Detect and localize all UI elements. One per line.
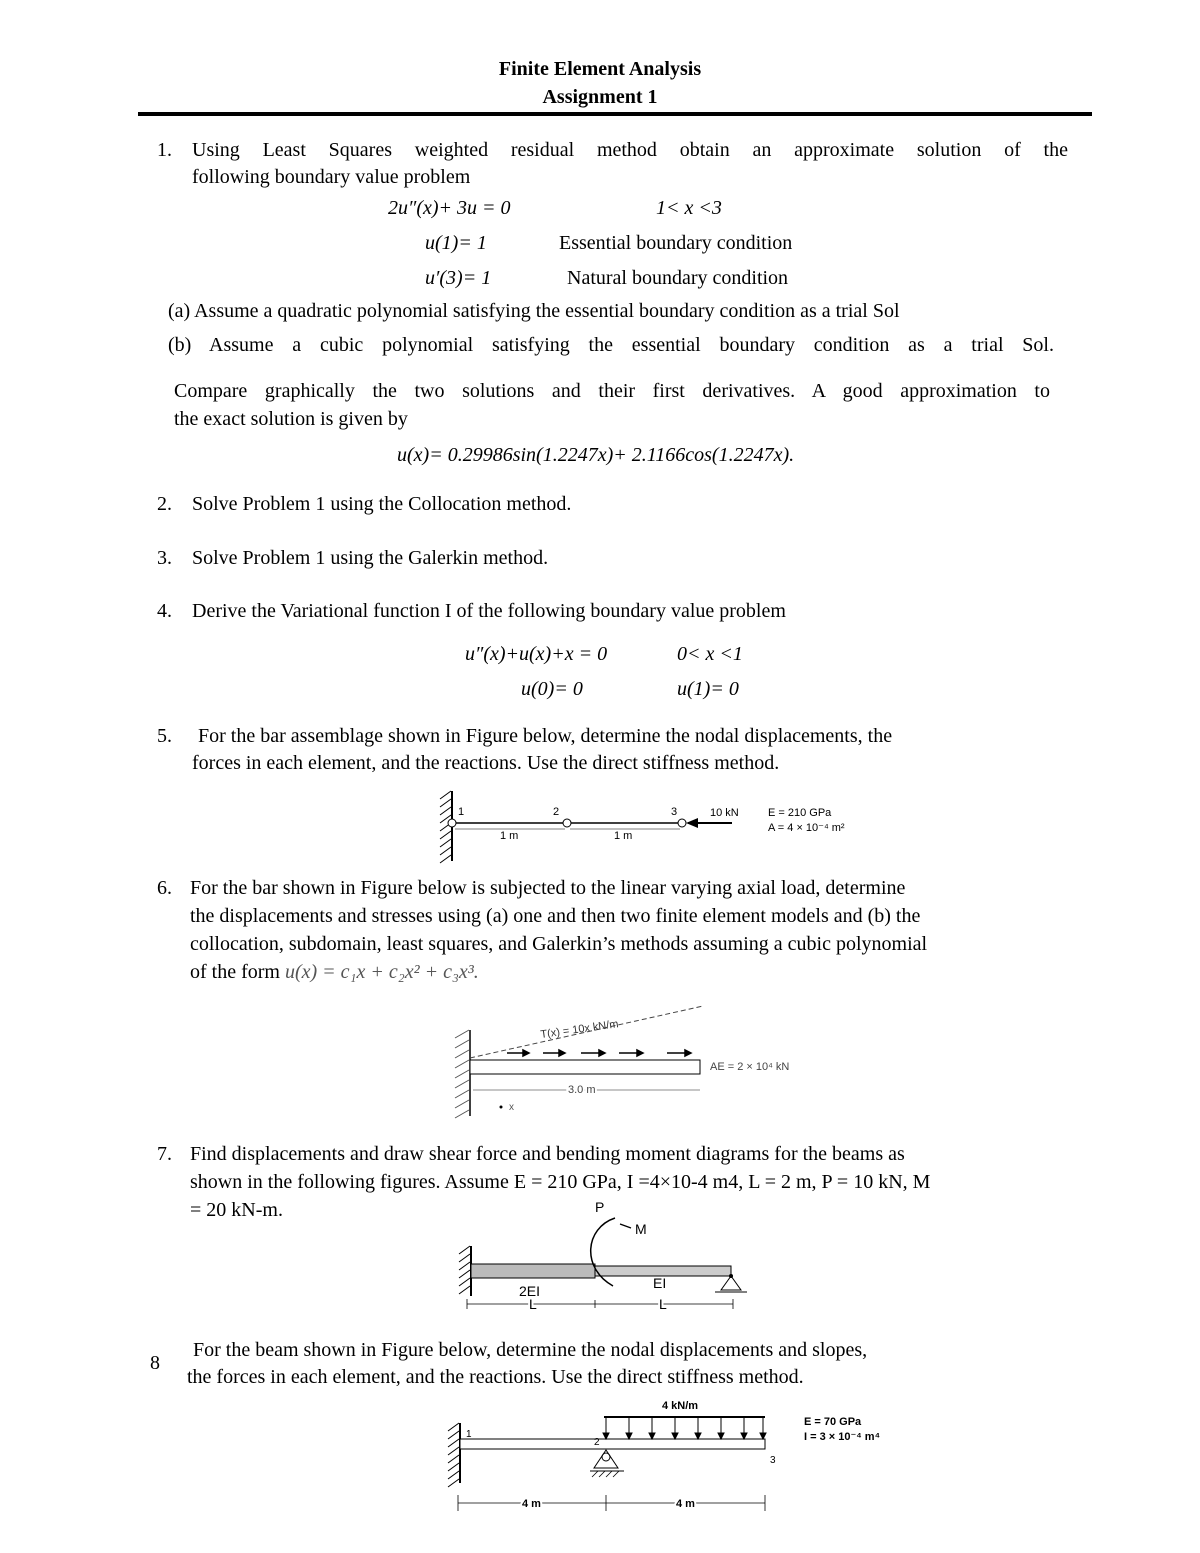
length-2-label: 4 m	[676, 1498, 695, 1510]
q6-bar-figure	[445, 998, 815, 1123]
moment-m-label: M	[635, 1221, 647, 1237]
node-2	[563, 819, 571, 827]
force-p-label: P	[595, 1199, 605, 1215]
q1-exact-solution: u(x)= 0.29986sin(1.2247x)+ 2.1166cos(1.2247x).	[397, 444, 795, 466]
q8-line1: For the beam shown in Figure below, determine the nodal displacements and slopes,	[193, 1339, 868, 1361]
length-1-label: L	[529, 1296, 537, 1312]
length-1-label: 4 m	[522, 1498, 541, 1510]
pin-support	[715, 1274, 747, 1292]
q6-line2: the displacements and stresses using (a) one and then two finite element models and (b) the	[190, 905, 921, 927]
q5-bar-figure	[420, 785, 880, 870]
length-2-label: L	[659, 1296, 667, 1312]
q2-number: 2.	[157, 493, 172, 515]
q1-bc1: u(1)= 1	[425, 232, 487, 254]
q1-line1: Using Least Squares weighted residual method obtain an approximate solution of the	[192, 139, 1068, 161]
q7-number: 7.	[157, 1143, 172, 1165]
roller-support	[590, 1450, 624, 1477]
segment-2ei-label: 2EI	[519, 1283, 541, 1299]
load-arrow	[686, 818, 732, 828]
q8-number: 8	[150, 1352, 160, 1374]
fixed-wall	[455, 1030, 470, 1118]
q1-bc2-label: Natural boundary condition	[567, 267, 789, 289]
node-2-label: 2	[594, 1437, 600, 1448]
bar-element	[470, 1060, 700, 1074]
q1-domain: 1< x <3	[656, 197, 722, 219]
length-label: 3.0 m	[568, 1084, 596, 1096]
beam-element	[460, 1439, 765, 1449]
q5-number: 5.	[157, 725, 172, 747]
load-label: 4 kN/m	[662, 1400, 699, 1412]
q1-line2: following boundary value problem	[192, 166, 471, 188]
node-3-label: 3	[671, 806, 678, 818]
q1-number: 1.	[157, 139, 172, 161]
node-3-label: 3	[770, 1455, 776, 1466]
distributed-load-arrows	[603, 1417, 766, 1439]
page-subtitle: Assignment 1	[542, 86, 658, 108]
q4-bc1: u(0)= 0	[521, 678, 583, 700]
q7-beam-figure	[445, 1196, 765, 1316]
q6-line4-text: of the form	[190, 961, 285, 983]
load-label: T(x) = 10x kN/m	[539, 1018, 620, 1041]
q1-equation: 2u″(x)+ 3u = 0	[388, 197, 511, 219]
q4-equation: u″(x)+u(x)+x = 0	[465, 643, 608, 665]
fixed-wall	[448, 1423, 460, 1487]
load-label: 10 kN	[710, 807, 739, 819]
q4-text: Derive the Variational function I of the following boundary value problem	[192, 600, 786, 622]
page-title: Finite Element Analysis	[498, 58, 702, 80]
q4-number: 4.	[157, 600, 172, 622]
length-1-label: 1 m	[500, 830, 519, 842]
q1-bc2: u′(3)= 1	[425, 267, 492, 289]
x-axis-label: x	[509, 1102, 514, 1113]
length-dimensions	[458, 1495, 765, 1511]
q6-number: 6.	[157, 877, 172, 899]
x-axis-marker	[500, 1106, 503, 1109]
segment-ei-label: EI	[653, 1275, 667, 1291]
beam-segment-2ei	[471, 1264, 595, 1278]
q4-domain: 0< x <1	[677, 643, 743, 665]
q7-line2: shown in the following figures. Assume E = 210 GPa, I =4×10-4 m4, L = 2 m, P = 10 kN, M	[190, 1171, 931, 1193]
q4-bc2: u(1)= 0	[677, 678, 739, 700]
modulus-label: E = 70 GPa	[804, 1416, 862, 1428]
q6-line3: collocation, subdomain, least squares, and Galerkin’s methods assuming a cubic polynomial	[190, 933, 928, 955]
length-2-label: 1 m	[614, 830, 633, 842]
q7-line3: = 20 kN-m.	[190, 1199, 283, 1221]
modulus-label: E = 210 GPa	[768, 807, 832, 819]
q8-beam-figure	[440, 1393, 940, 1523]
q6-polynomial-form: u(x) = c₁x + c₂x² + c₃x³.	[284, 961, 479, 983]
node-3	[678, 819, 686, 827]
q3-text: Solve Problem 1 using the Galerkin method.	[192, 547, 549, 569]
q1-bc1-label: Essential boundary condition	[559, 232, 793, 254]
q6-line1: For the bar shown in Figure below is subjected to the linear varying axial load, determine	[190, 877, 906, 899]
q1-compare-line2: the exact solution is given by	[174, 408, 408, 430]
ae-label: AE = 2 × 10⁴ kN	[710, 1061, 790, 1073]
q5-line1: For the bar assemblage shown in Figure below, determine the nodal displacements, the	[198, 725, 893, 747]
load-arrows	[507, 1050, 691, 1056]
q7-line1: Find displacements and draw shear force and bending moment diagrams for the beams as	[190, 1143, 905, 1165]
q1-part-a: (a) Assume a quadratic polynomial satisfying the essential boundary condition as a trial Sol	[168, 300, 900, 322]
q3-number: 3.	[157, 547, 172, 569]
q1-part-b: (b) Assume a cubic polynomial satisfying the essential boundary condition as a trial Sol.	[168, 334, 1054, 356]
q1-compare-line1: Compare graphically the two solutions and their first derivatives. A good approximation to	[174, 380, 1050, 402]
moment-arrow	[620, 1224, 631, 1228]
node-1-label: 1	[458, 806, 465, 818]
length-dimensions	[467, 1299, 733, 1309]
header-rule	[138, 112, 1092, 116]
q2-text: Solve Problem 1 using the Collocation method.	[192, 493, 572, 515]
fixed-wall	[459, 1246, 471, 1296]
node-1-label: 1	[466, 1429, 472, 1440]
q8-line2: the forces in each element, and the reactions. Use the direct stiffness method.	[187, 1366, 804, 1388]
q6-line4	[190, 959, 479, 986]
area-label: A = 4 × 10⁻⁴ m²	[768, 822, 845, 834]
distributed-load-line	[604, 1416, 765, 1418]
node-2-label: 2	[553, 806, 560, 818]
q5-line2: forces in each element, and the reactions. Use the direct stiffness method.	[192, 752, 780, 774]
inertia-label: I = 3 × 10⁻⁴ m⁴	[804, 1431, 881, 1443]
node-1	[448, 819, 456, 827]
